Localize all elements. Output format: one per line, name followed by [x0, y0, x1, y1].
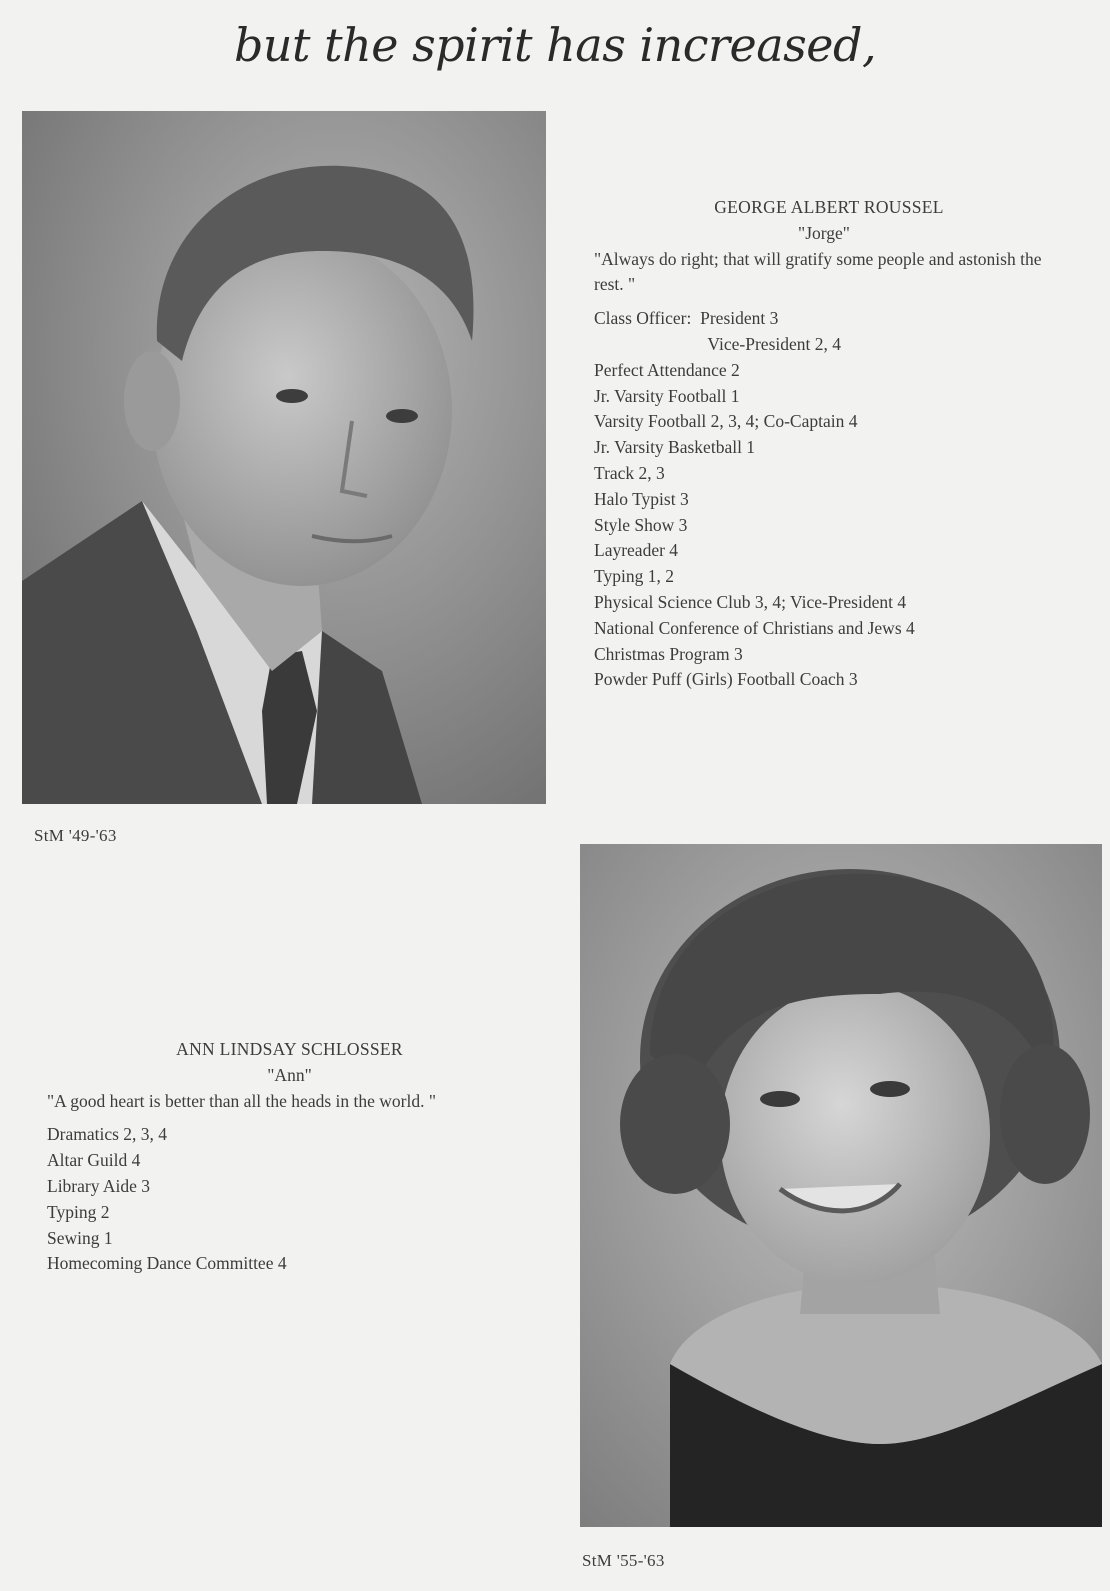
student-quote: "A good heart is better than all the heads in the world. " — [47, 1090, 436, 1111]
activity-list — [47, 1122, 547, 1277]
activity-item: Vice-President 2, 4 — [594, 333, 841, 354]
activity-item: Typing 1, 2 — [594, 566, 674, 587]
activity-item: Library Aide 3 — [47, 1175, 151, 1196]
activity-item: Typing 2 — [47, 1201, 110, 1222]
activity-item: Varsity Football 2, 3, 4; Co-Captain 4 — [594, 411, 858, 432]
student-nickname: "Ann" — [267, 1064, 312, 1085]
activity-item: Dramatics 2, 3, 4 — [47, 1124, 168, 1145]
activity-item: Physical Science Club 3, 4; Vice-President 4 — [594, 591, 907, 612]
activity-item: Jr. Varsity Basketball 1 — [594, 437, 756, 458]
bio-roussel — [594, 195, 1054, 693]
attendance-years: StM '55-'63 — [582, 1551, 665, 1570]
activity-item: Jr. Varsity Football 1 — [594, 385, 740, 406]
bio-schlosser — [47, 1037, 547, 1277]
page-heading: but the spirit has increased, — [233, 18, 877, 72]
activity-list — [594, 306, 1054, 693]
student-nickname: "Jorge" — [798, 222, 850, 243]
activity-item: Halo Typist 3 — [594, 488, 689, 509]
activity-item: Layreader 4 — [594, 540, 679, 561]
activity-item: Perfect Attendance 2 — [594, 359, 740, 380]
student-name: GEORGE ALBERT ROUSSEL — [714, 197, 944, 217]
activity-item: Christmas Program 3 — [594, 643, 743, 664]
portrait-photo-schlosser — [580, 844, 1102, 1527]
student-quote: "Always do right; that will gratify some people and astonish the rest. " — [594, 248, 1042, 295]
activity-item: Altar Guild 4 — [47, 1150, 141, 1171]
student-name: ANN LINDSAY SCHLOSSER — [176, 1039, 403, 1059]
activity-item: Style Show 3 — [594, 514, 688, 535]
activity-item: Sewing 1 — [47, 1227, 113, 1248]
activity-item: National Conference of Christians and Jews 4 — [594, 617, 915, 638]
activity-item: Class Officer: President 3 — [594, 308, 779, 329]
activity-item: Track 2, 3 — [594, 462, 665, 483]
activity-item: Homecoming Dance Committee 4 — [47, 1253, 287, 1274]
portrait-photo-roussel — [22, 111, 546, 804]
activity-item: Powder Puff (Girls) Football Coach 3 — [594, 669, 858, 690]
attendance-years: StM '49-'63 — [34, 826, 117, 845]
